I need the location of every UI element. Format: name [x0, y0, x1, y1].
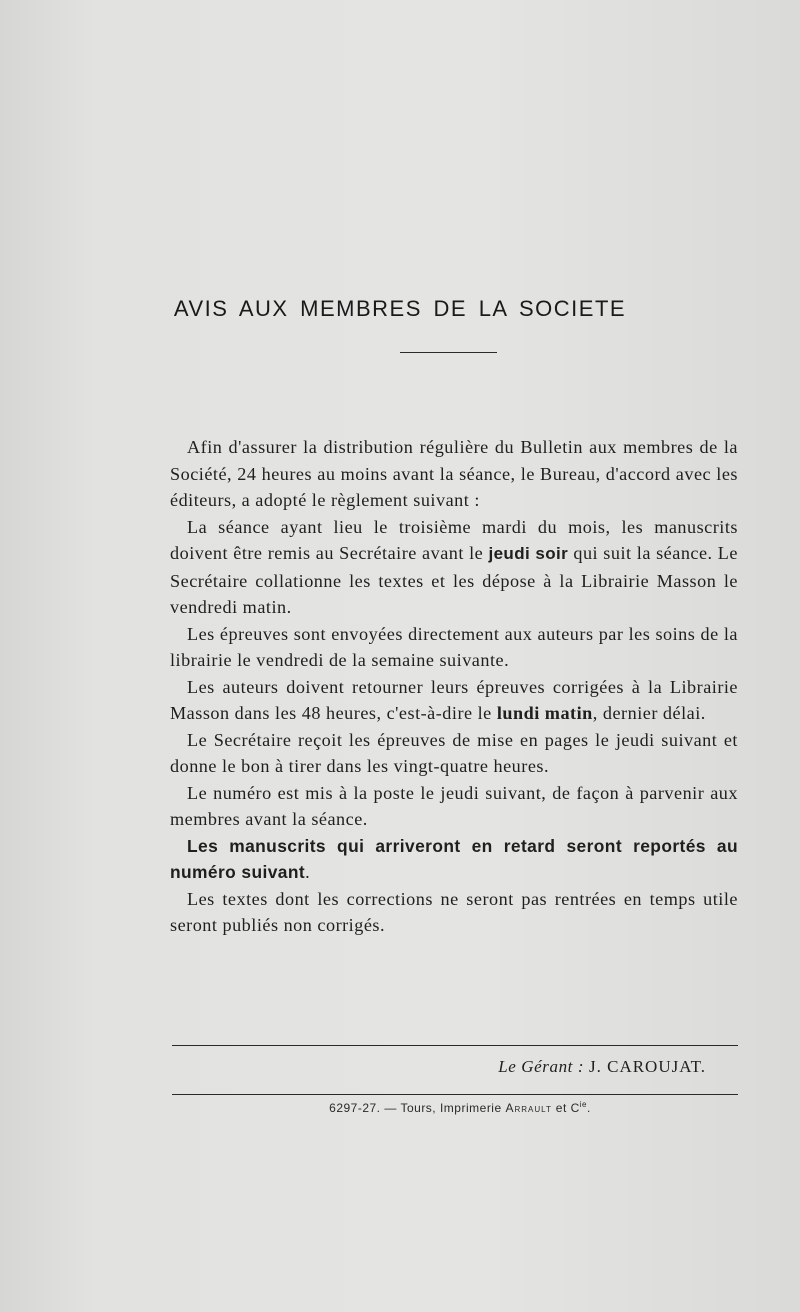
paragraph-secretary: Le Secrétaire reçoit les épreuves de mise en pages le jeudi suivant et donne le bon à tirer dans les vingt-quatre heures. [170, 729, 738, 776]
paragraph-text: Les auteurs doivent retourner leurs épreuves corrigées à la Librairie Masson dans les 48 heures, c'est-à-dire le [170, 676, 738, 723]
imprint-end: . [587, 1101, 591, 1115]
page-title: AVIS AUX MEMBRES DE LA SOCIETE [173, 296, 627, 321]
imprint-prefix: 6297-27. — Tours, Imprimerie [329, 1101, 502, 1115]
gerant-label: Le Gérant : [498, 1057, 585, 1076]
paragraph-return [170, 674, 738, 727]
emphasis-text: lundi matin [496, 703, 593, 723]
gerant-signature [498, 1057, 706, 1077]
imprint-et: et C [555, 1101, 580, 1115]
emphasis-text: jeudi soir [488, 544, 569, 563]
paragraph-deadline [170, 514, 738, 621]
warning-text: Les manuscrits qui arriveront en retard seront reportés au numéro suivant [170, 835, 738, 882]
paragraph-text: , dernier délai. [592, 703, 706, 723]
paragraph-proofs: Les épreuves sont envoyées directement aux auteurs par les soins de la librairie le vendredi de la semaine suivante. [170, 623, 738, 670]
footer-rule-bottom [172, 1094, 738, 1095]
footer-rule-top [172, 1045, 738, 1046]
paragraph-text: qui suit la séance. Le Secrétaire collationne les textes et les dépose à la Librairie Masson le vendredi matin. [170, 543, 738, 617]
paragraph-warning [170, 833, 738, 886]
imprint-printer: Arrault [505, 1101, 552, 1115]
imprint-line [0, 1100, 800, 1115]
gerant-name: J. CAROUJAT. [588, 1057, 706, 1076]
imprint-sup: ie [579, 1100, 588, 1109]
paragraph-uncorrected: Les textes dont les corrections ne seront pas rentrées en temps utile seront publiés non corrigés. [170, 888, 738, 935]
paragraph-text: . [305, 862, 311, 882]
paragraph-text: La séance ayant lieu le troisième mardi du mois, les manuscrits doivent être remis au Secrétaire avant le [170, 516, 738, 563]
title-divider [400, 352, 497, 353]
notice-body [170, 434, 738, 939]
paragraph-mailing: Le numéro est mis à la poste le jeudi suivant, de façon à parvenir aux membres avant la séance. [170, 782, 738, 829]
paragraph-intro: Afin d'assurer la distribution régulière du Bulletin aux membres de la Société, 24 heures au moins avant la séance, le Bureau, d'accord avec les éditeurs, a adopté le règlement suivant : [170, 437, 738, 510]
